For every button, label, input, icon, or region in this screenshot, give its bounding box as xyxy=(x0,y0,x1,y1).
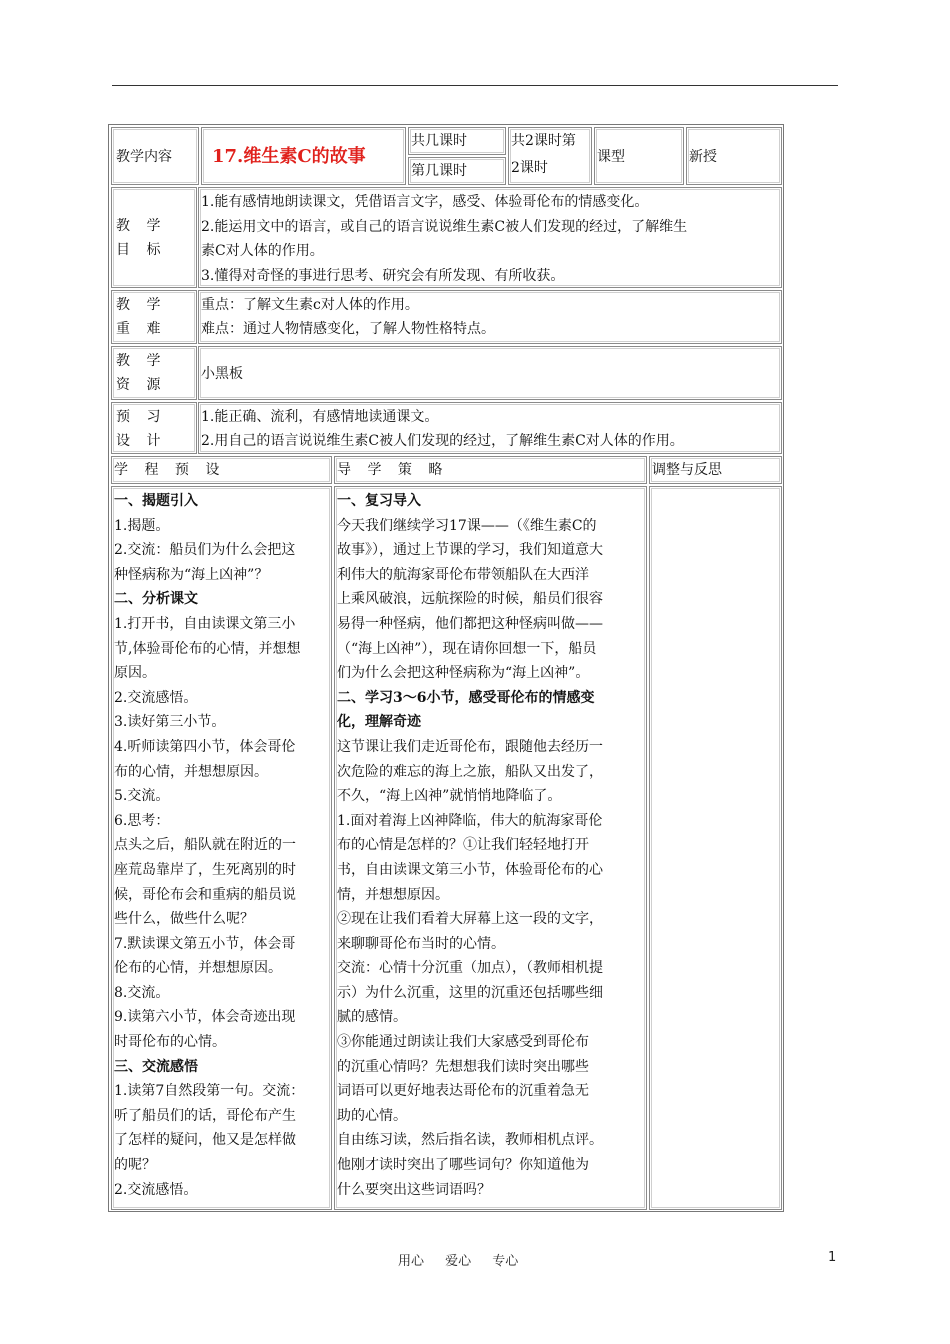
text-line: ③你能通过朗读让我们大家感受到哥伦布 xyxy=(337,1034,589,1051)
text-line: 什么要突出这些词语吗？ xyxy=(337,1181,491,1198)
text-line: 不久，“海上凶神”就悄悄地降临了。 xyxy=(337,788,562,805)
preview-content xyxy=(198,402,782,454)
text-line: 5.交流。 xyxy=(114,788,170,805)
text-line: 书，自由读课文第三小节，体验哥伦布的心 xyxy=(337,861,603,878)
text-line: 时哥伦布的心情。 xyxy=(114,1034,226,1051)
preview-line: 2.用自己的语言说说维生素C被人们发现的经过，了解维生素C对人体的作用。 xyxy=(201,433,684,449)
label-total-periods: 共几课时 xyxy=(408,127,506,155)
goals-content xyxy=(198,187,782,288)
text-line: 8.交流。 xyxy=(114,984,170,1001)
col-header-reflection: 调整与反思 xyxy=(649,456,782,484)
text-line: 的沉重心情吗？先想想我们读时突出哪些 xyxy=(337,1058,589,1075)
label-preview-line2: 设 计 xyxy=(116,433,167,449)
text-line: 词语可以更好地表达哥伦布的沉重着急无 xyxy=(337,1083,589,1100)
text-line: 7.默读课文第五小节，体会哥 xyxy=(114,935,296,952)
text-line: 座荒岛靠岸了，生死离别的时 xyxy=(114,861,296,878)
resources-content: 小黑板 xyxy=(198,346,782,400)
label-res-line2: 资 源 xyxy=(116,377,167,393)
preview-line: 1.能正确、流利，有感情地读通课文。 xyxy=(201,409,439,425)
text-line: 点头之后，船队就在附近的一 xyxy=(114,837,296,854)
text-line: 次危险的难忘的海上之旅，船队又出发了， xyxy=(337,763,603,780)
footer-motto: 用心 爱心 专心 xyxy=(398,1254,519,1269)
label-key-points xyxy=(111,290,197,344)
col-header-plan: 学 程 预 设 xyxy=(111,456,332,484)
section-heading: 化，理解奇迹 xyxy=(337,714,421,731)
label-goals xyxy=(111,187,197,288)
text-line: 他刚才读时突出了哪些词句？你知道他为 xyxy=(337,1157,589,1174)
text-line: 2.交流感悟。 xyxy=(114,689,198,706)
text-line: 交流：心情十分沉重（加点），（教师相机提 xyxy=(337,960,603,977)
text-line: 自由练习读，然后指名读，教师相机点评。 xyxy=(337,1132,603,1149)
text-line: ②现在让我们看着大屏幕上这一段的文字， xyxy=(337,911,603,928)
label-goals-line1: 教 学 xyxy=(116,218,167,234)
label-lesson-type: 课型 xyxy=(594,127,684,185)
label-content: 教学内容 xyxy=(111,127,199,185)
label-preview xyxy=(111,402,197,454)
goal-line: 素C对人体的作用。 xyxy=(201,243,324,259)
text-line: 伦布的心情，并想想原因。 xyxy=(114,960,282,977)
goal-line: 1.能有感情地朗读课文，凭借语言文字，感受、体验哥伦布的情感变化。 xyxy=(201,194,649,210)
text-line: 听了船员们的话，哥伦布产生 xyxy=(114,1107,296,1124)
key-point-line: 重点：了解文生素c对人体的作用。 xyxy=(201,297,419,313)
section-heading: 二、分析课文 xyxy=(114,591,198,608)
text-line: 2.交流：船员们为什么会把这 xyxy=(114,542,296,559)
difficulty-line: 难点：通过人物情感变化，了解人物性格特点。 xyxy=(201,321,495,337)
text-line: 1.揭题。 xyxy=(114,517,170,534)
text-line: 4.听师读第四小节，体会哥伦 xyxy=(114,738,296,755)
text-line: 今天我们继续学习17课——（《维生素C的 xyxy=(337,517,597,534)
text-line: 1.打开书，自由读课文第三小 xyxy=(114,615,296,632)
label-goals-line2: 目 标 xyxy=(116,242,167,258)
text-line: 种怪病称为“海上凶神”？ xyxy=(114,566,269,583)
value-periods xyxy=(508,127,592,185)
text-line: 1.读第7自然段第一句。交流： xyxy=(114,1083,305,1100)
col-header-strategy: 导 学 策 略 xyxy=(334,456,647,484)
text-line: 故事》），通过上节课的学习，我们知道意大 xyxy=(337,542,603,559)
text-line: 们为什么会把这种怪病称为“海上凶神”。 xyxy=(337,665,590,682)
text-line: 助的心情。 xyxy=(337,1107,407,1124)
lesson-title: 17.维生素C的故事 xyxy=(201,127,406,185)
text-line: 6.思考： xyxy=(114,812,170,829)
label-which-period: 第几课时 xyxy=(408,157,506,185)
text-line: 9.读第六小节，体会奇迹出现 xyxy=(114,1009,296,1026)
goal-line: 3.懂得对奇怪的事进行思考、研究会有所发现、有所收获。 xyxy=(201,267,565,284)
text-line: 2.交流感悟。 xyxy=(114,1181,198,1198)
text-line: （“海上凶神”），现在请你回想一下，船员 xyxy=(337,640,597,657)
section-heading: 一、复习导入 xyxy=(337,493,421,509)
text-line: 3.读好第三小节。 xyxy=(114,714,226,731)
text-line: 情，并想想原因。 xyxy=(337,886,449,903)
label-preview-line1: 预 习 xyxy=(116,409,167,425)
text-line: 的呢？ xyxy=(114,1157,156,1174)
strategy-column xyxy=(334,486,647,1210)
text-line: 腻的感情。 xyxy=(337,1009,407,1026)
value-which-period: 2课时 xyxy=(511,160,548,176)
section-heading: 二、学习3～6小节，感受哥伦布的情感变 xyxy=(337,689,595,706)
text-line: 布的心情，并想想原因。 xyxy=(114,763,268,780)
goal-line: 2.能运用文中的语言，或自己的语言说说维生素C被人们发现的经过，了解维生 xyxy=(201,218,688,235)
value-total-periods: 共2课时第 xyxy=(511,133,576,149)
value-lesson-type: 新授 xyxy=(686,127,782,185)
text-line: 原因。 xyxy=(114,665,156,682)
text-line: 节,体验哥伦布的心情，并想想 xyxy=(114,640,301,657)
text-line: 易得一种怪病，他们都把这种怪病叫做—— xyxy=(337,615,603,632)
section-heading: 一、揭题引入 xyxy=(114,493,198,509)
text-line: 候，哥伦布会和重病的船员说 xyxy=(114,886,296,903)
text-line: 示）为什么沉重，这里的沉重还包括哪些细 xyxy=(337,984,603,1001)
header-rule xyxy=(112,85,838,86)
label-key-line2: 重 难 xyxy=(116,321,167,337)
label-resources xyxy=(111,346,197,400)
text-line: 这节课让我们走近哥伦布，跟随他去经历一 xyxy=(337,738,603,755)
text-line: 布的心情是怎样的？①让我们轻轻地打开 xyxy=(337,837,589,854)
reflection-column xyxy=(649,486,782,1210)
text-line: 来聊聊哥伦布当时的心情。 xyxy=(337,935,505,952)
section-heading: 三、交流感悟 xyxy=(114,1058,198,1075)
text-line: 了怎样的疑问，他又是怎样做 xyxy=(114,1132,296,1149)
page-number: 1 xyxy=(828,1250,837,1265)
label-res-line1: 教 学 xyxy=(116,353,167,369)
text-line: 1.面对着海上凶神降临，伟大的航海家哥伦 xyxy=(337,812,603,829)
text-line: 上乘风破浪，远航探险的时候，船员们很容 xyxy=(337,591,603,608)
text-line: 利伟大的航海家哥伦布带领船队在大西洋 xyxy=(337,566,589,583)
key-points-content xyxy=(198,290,782,344)
text-line: 些什么，做些什么呢？ xyxy=(114,911,254,928)
plan-column xyxy=(111,486,332,1210)
label-key-line1: 教 学 xyxy=(116,297,167,313)
